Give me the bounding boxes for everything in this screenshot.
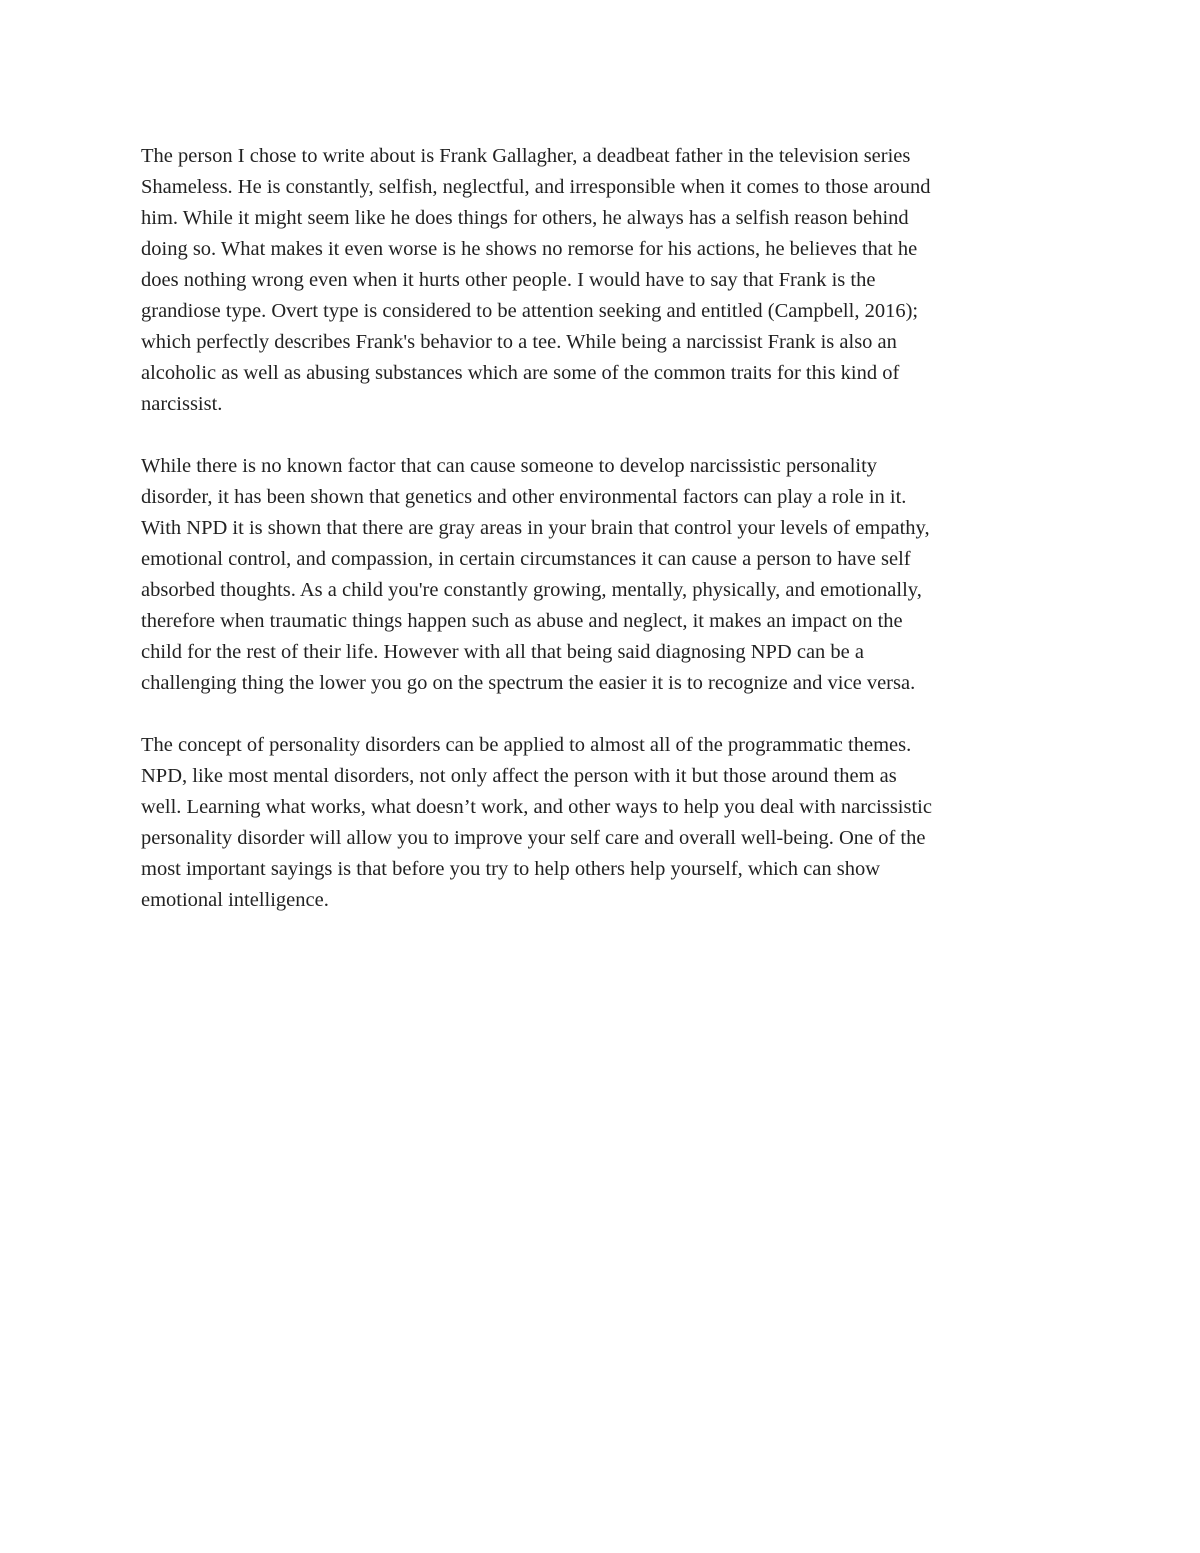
text-line: Shameless. He is constantly, selfish, neglectful, and irresponsible when it comes to those around [141,176,931,198]
text-line: narcissist. [141,393,223,415]
text-line: absorbed thoughts. As a child you're constantly growing, mentally, physically, and emotionally, [141,579,922,601]
text-line: The concept of personality disorders can be applied to almost all of the programmatic themes. [141,734,912,756]
text-line: grandiose type. Overt type is considered to be attention seeking and entitled (Campbell, 2016); [141,300,919,322]
text-line: disorder, it has been shown that genetics and other environmental factors can play a role in it. [141,486,907,508]
text-line: well. Learning what works, what doesn’t work, and other ways to help you deal with narcissistic [141,796,932,818]
text-line: The person I chose to write about is Frank Gallagher, a deadbeat father in the television series [141,145,911,167]
text-line: child for the rest of their life. However with all that being said diagnosing NPD can be a [141,641,864,663]
text-line: does nothing wrong even when it hurts other people. I would have to say that Frank is the [141,269,876,291]
paragraph-1 [141,141,1061,420]
text-line: most important sayings is that before you try to help others help yourself, which can show [141,858,881,880]
text-line: With NPD it is shown that there are gray areas in your brain that control your levels of empathy, [141,517,930,539]
paragraph-2 [141,451,1061,699]
text-line: emotional control, and compassion, in certain circumstances it can cause a person to have self [141,548,911,570]
text-line: doing so. What makes it even worse is he shows no remorse for his actions, he believes that he [141,238,918,260]
text-line: personality disorder will allow you to improve your self care and overall well-being. One of the [141,827,926,849]
paragraph-3 [141,730,1061,916]
text-line: him. While it might seem like he does things for others, he always has a selfish reason behind [141,207,909,229]
text-line: While there is no known factor that can cause someone to develop narcissistic personality [141,455,878,477]
text-line: which perfectly describes Frank's behavior to a tee. While being a narcissist Frank is also an [141,331,897,353]
text-line: therefore when traumatic things happen such as abuse and neglect, it makes an impact on the [141,610,903,632]
text-line: alcoholic as well as abusing substances which are some of the common traits for this kind of [141,362,900,384]
document-body [141,141,1061,947]
text-line: emotional intelligence. [141,889,329,911]
text-line: challenging thing the lower you go on the spectrum the easier it is to recognize and vice versa. [141,672,916,694]
text-line: NPD, like most mental disorders, not only affect the person with it but those around them as [141,765,897,787]
